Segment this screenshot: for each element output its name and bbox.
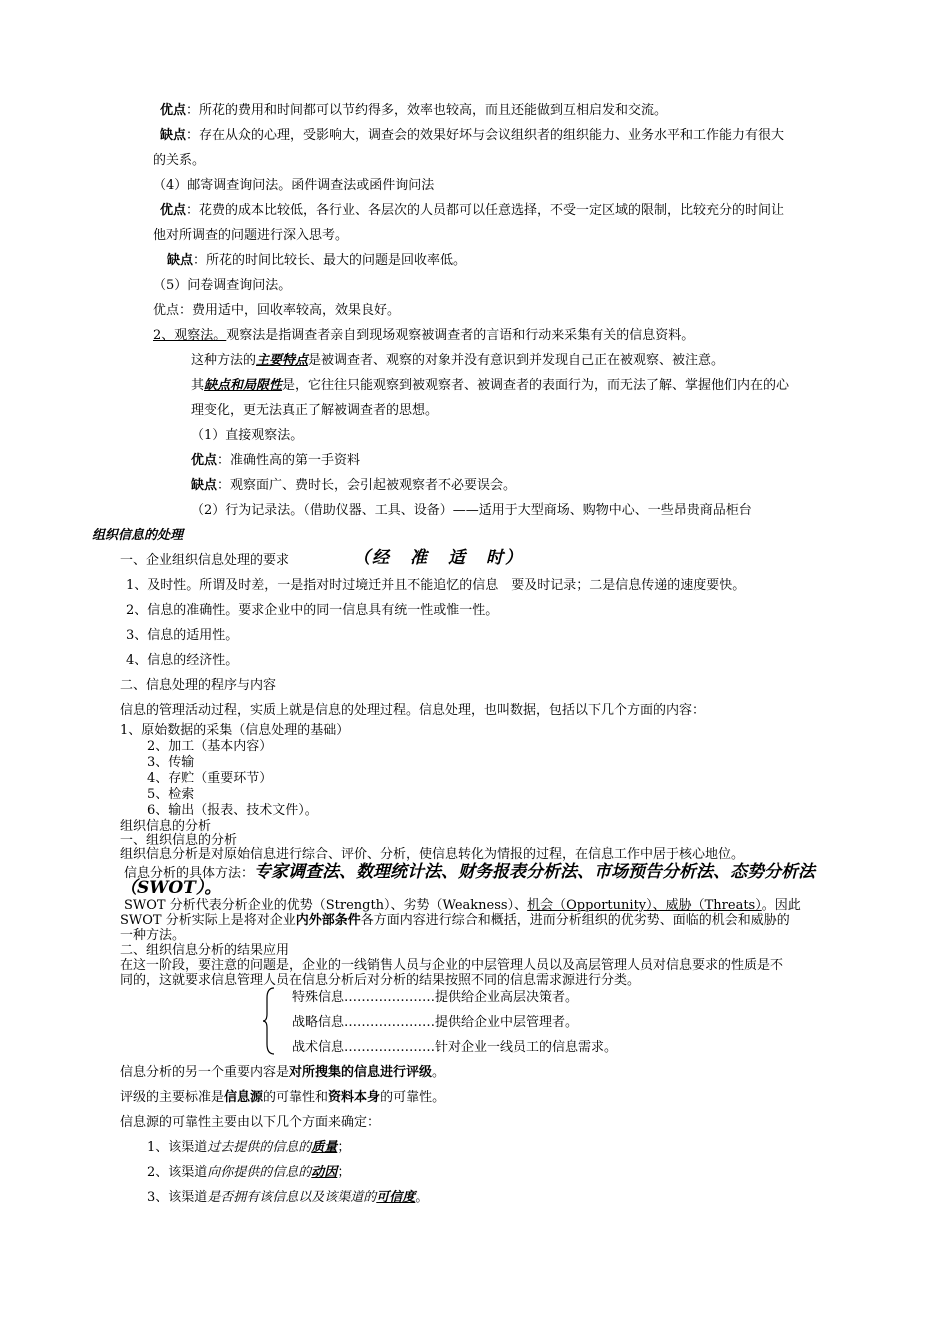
- text-span: 过去提供的信息的: [207, 1140, 312, 1155]
- text-span: ：准确性高的第一手资料: [217, 453, 361, 468]
- text-line: [120, 1090, 445, 1106]
- text-span: 1、该渠道: [147, 1140, 208, 1155]
- text-line: [191, 353, 724, 369]
- text-span: 是否拥有该信息以及该渠道的: [207, 1190, 377, 1205]
- text-line: [120, 913, 790, 929]
- text-span: ；: [337, 1165, 351, 1180]
- subsection-title: 组织信息的分析: [120, 819, 212, 834]
- label-disadvantage: 缺点: [167, 253, 194, 268]
- text-span: 各方面内容进行综合和概括，进而分析组织的优劣势、面临的机会和威胁的: [360, 913, 790, 928]
- classification-item: 战术信息…………………针对企业一线员工的信息需求。: [292, 1040, 618, 1055]
- label-advantage: 优点: [191, 453, 218, 468]
- subsection-title: 二、信息处理的程序与内容: [120, 678, 277, 693]
- key-term: 质量: [311, 1140, 338, 1155]
- text-line: [120, 1065, 445, 1081]
- text-line: 信息源的可靠性主要由以下几个方面来确定：: [120, 1115, 381, 1130]
- text-line: [160, 128, 784, 144]
- list-item: 4、信息的经济性。: [126, 653, 239, 668]
- text-line: 一种方法。: [120, 928, 186, 943]
- label-advantage: 优点: [160, 103, 187, 118]
- text-span: 机会（Opportunity）、威胁（Threats）: [527, 898, 762, 913]
- text-span: 信息分析的具体方法：: [124, 866, 255, 881]
- text-span: 的可靠性。: [380, 1090, 446, 1105]
- text-line: 他对所调查的问题进行深入思考。: [153, 228, 349, 243]
- text-span: 这种方法的: [191, 353, 257, 368]
- list-item: 1、原始数据的采集（信息处理的基础）: [120, 723, 350, 738]
- list-item: 4、存贮（重要环节）: [147, 771, 273, 786]
- text-span: 评级的主要标准是: [120, 1090, 225, 1105]
- text-span: ；: [337, 1140, 351, 1155]
- text-span: ：观察面广、费时长，会引起被观察者不必要误会。: [217, 478, 517, 493]
- key-term: 动因: [311, 1165, 338, 1180]
- classification-item: 特殊信息…………………提供给企业高层决策者。: [292, 990, 579, 1005]
- label-advantage: 优点: [160, 203, 187, 218]
- text-line: [124, 863, 815, 883]
- text-span: 是，它往往只能观察到被观察者、被调查者的表面行为，而无法了解、掌握他们内在的心: [282, 378, 790, 393]
- text-line: 组织信息分析是对原始信息进行综合、评价、分析，使信息转化为情报的过程，在信息工作中居于核心地位。: [120, 847, 745, 862]
- key-term: 缺点和局限性: [204, 378, 283, 393]
- list-item: 2、加工（基本内容）: [147, 739, 273, 754]
- text-line: [160, 103, 667, 119]
- text-line: 理变化，更无法真正了解被调查者的思想。: [191, 403, 439, 418]
- methods-list-end: （SWOT）。: [120, 878, 222, 898]
- list-item: 3、传输: [147, 755, 195, 770]
- text-line: （4）邮寄调查询问法。函件调查法或函件询问法: [153, 178, 435, 193]
- label-disadvantage: 缺点: [191, 478, 218, 493]
- section-heading: 组织信息的处理: [92, 528, 184, 543]
- text-span: 观察法是指调查者亲自到现场观察被调查者的言语和行动来采集有关的信息资料。: [226, 328, 695, 343]
- list-item: 1、及时性。所谓及时差，一是指对时过境迁并且不能追忆的信息 要及时记录；二是信息传递的速度要快。: [126, 578, 746, 593]
- subsection-title: 一、企业组织信息处理的要求: [120, 553, 290, 568]
- list-item: [147, 1165, 350, 1181]
- key-term: 主要特点: [256, 353, 309, 368]
- text-line: [167, 253, 466, 269]
- text-span: 其: [191, 378, 205, 393]
- list-item: 5、检索: [147, 787, 195, 802]
- text-span: SWOT 分析代表分析企业的优势（Strength）、劣势（Weakness）、: [124, 898, 528, 913]
- text-line: （2）行为记录法。（借助仪器、工具、设备）——适用于大型商场、购物中心、一些昂贵商品柜台: [191, 503, 752, 518]
- subsection-title: 二、组织信息分析的结果应用: [120, 943, 290, 958]
- key-term: 对所搜集的信息进行评级: [289, 1065, 433, 1080]
- classification-item: 战略信息…………………提供给企业中层管理者。: [292, 1015, 579, 1030]
- key-term: 可信度: [376, 1190, 416, 1205]
- methods-list: 专家调查法、数理统计法、财务报表分析法、市场预告分析法、态势分析法: [254, 862, 816, 882]
- text-span: ：花费的成本比较低，各行业、各层次的人员都可以任意选择，不受一定区域的限制，比较充分的时间让: [186, 203, 785, 218]
- text-line: （5）问卷调查询问法。: [153, 278, 292, 293]
- text-line: 优点：费用适中，回收率较高，效果良好。: [153, 303, 401, 318]
- text-span: 信息分析的另一个重要内容是: [120, 1065, 290, 1080]
- text-span: 的可靠性和: [263, 1090, 329, 1105]
- list-item: 6、输出（报表、技术文件）。: [147, 803, 318, 818]
- text-line: 同的，这就要求信息管理人员在信息分析后对分析的结果按照不同的信息需求源进行分类。: [120, 973, 641, 988]
- text-span: 2、该渠道: [147, 1165, 208, 1180]
- text-span: ：所花的费用和时间都可以节约得多，效率也较高，而且还能做到互相启发和交流。: [186, 103, 668, 118]
- text-span: 。: [432, 1065, 446, 1080]
- text-span: 向你提供的信息的: [207, 1165, 312, 1180]
- text-line: [124, 898, 801, 914]
- text-line: [191, 378, 789, 394]
- text-line: [191, 453, 360, 469]
- text-span: 是被调查者、观察的对象并没有意识到并发现自己正在被观察、被注意。: [308, 353, 725, 368]
- text-span: ：存在从众的心理，受影响大，调查会的效果好坏与会议组织者的组织能力、业务水平和工作能力有很大: [186, 128, 785, 143]
- key-term: 内外部条件: [295, 913, 361, 928]
- brace-icon: [262, 986, 276, 1056]
- text-line: [160, 203, 784, 219]
- list-item: [147, 1140, 350, 1156]
- text-line: [153, 328, 694, 344]
- list-item: 3、信息的适用性。: [126, 628, 239, 643]
- text-span: 。因此: [761, 898, 801, 913]
- text-span: SWOT 分析实际上是将对企业: [120, 913, 296, 928]
- memo-keywords: （经 准 适 时）: [353, 548, 524, 568]
- list-item: [147, 1190, 428, 1206]
- subsection-title: 一、组织信息的分析: [120, 833, 238, 848]
- text-line: 在这一阶段，要注意的问题是，企业的一线销售人员与企业的中层管理人员以及高层管理人员对信息要求的性质是不: [120, 958, 784, 973]
- observation-heading: 2、观察法。: [153, 328, 227, 343]
- list-item: 2、信息的准确性。要求企业中的同一信息具有统一性或惟一性。: [126, 603, 499, 618]
- text-line: （1）直接观察法。: [191, 428, 304, 443]
- key-term: 信息源: [224, 1090, 264, 1105]
- key-term: 资料本身: [328, 1090, 381, 1105]
- text-line: [191, 478, 516, 494]
- text-span: ：所花的时间比较长、最大的问题是回收率低。: [193, 253, 467, 268]
- text-span: 。: [415, 1190, 429, 1205]
- text-line: 的关系。: [153, 153, 206, 168]
- text-line: 信息的管理活动过程，实质上就是信息的处理过程。信息处理，也叫数据，包括以下几个方面的内容：: [120, 703, 706, 718]
- text-span: 3、该渠道: [147, 1190, 208, 1205]
- label-disadvantage: 缺点: [160, 128, 187, 143]
